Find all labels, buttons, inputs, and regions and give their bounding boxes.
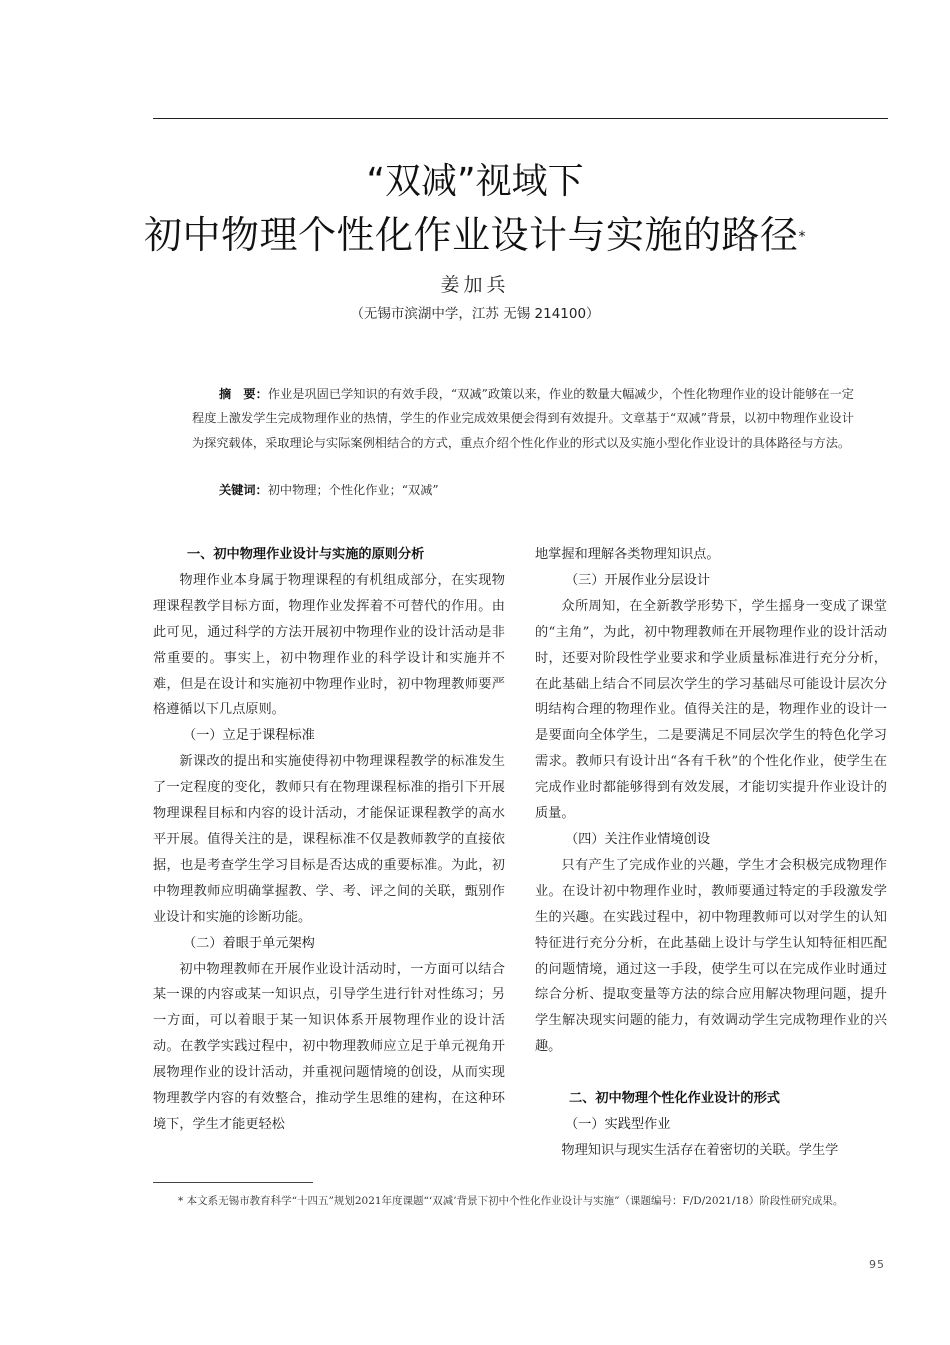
footnote-rule	[153, 1182, 313, 1183]
keywords-label: 关键词：	[219, 483, 268, 497]
subsection-1-1-paragraph: 新课改的提出和实施使得初中物理课程教学的标准发生了一定程度的变化，教师只有在物理课程标准的指引下开展物理课程目标和内容的设计活动，才能保证课程教学的高水平开展。值得关注的是，课程标准不仅是教师教学的直接依据，也是考查学生学习目标是否达成的重要标准。为此，初中物理教师应明确掌握教、学、考、评之间的关联，甄别作业设计和实施的诊断功能。	[153, 754, 505, 925]
subsection-1-4-paragraph: 只有产生了完成作业的兴趣，学生才会积极完成物理作业。在设计初中物理作业时，教师要通过特定的手段激发学生的兴趣。在实践过程中，初中物理教师可以对学生的认知特征进行充分分析，在此基础上设计与学生认知特征相匹配的问题情境，通过这一手段，使学生可以在完成作业时通过综合分析、提取变量等方法的综合应用解决物理问题，提升学生解决现实问题的能力，有效调动学生完成物理作业的兴趣。	[535, 857, 887, 1055]
subsection-2-1-paragraph: 物理知识与现实生活存在着密切的关联。学生学	[561, 1142, 839, 1158]
section-1-heading: 一、初中物理作业设计与实施的原则分析	[187, 547, 425, 562]
subsection-2-1-heading: （一）实践型作业	[565, 1117, 671, 1133]
left-column	[153, 542, 505, 1138]
keywords-text: 初中物理；个性化作业；“双减”	[267, 483, 439, 497]
section-1-paragraph: 物理作业本身属于物理课程的有机组成部分，在实现物理课程教学目标方面，物理作业发挥着不可替代的作用。由此可见，通过科学的方法开展初中物理作业的设计活动是非常重要的。事实上，初中物理作业的科学设计和实施并不难，但是在设计和实施初中物理作业时，初中物理教师要严格遵循以下几点原则。	[153, 572, 505, 718]
subsection-1-1-heading: （一）立足于课程标准	[183, 728, 315, 744]
subsection-1-4-heading: （四）关注作业情境创设	[565, 831, 711, 847]
page-number: 95	[869, 1258, 885, 1271]
abstract	[192, 382, 854, 455]
footnote-mark: *	[178, 1195, 184, 1207]
subsection-1-2-paragraph: 初中物理教师在开展作业设计活动时，一方面可以结合某一课的内容或某一知识点，引导学生进行针对性练习；另一方面，可以着眼于某一知识体系开展物理作业的设计活动。在教学实践过程中，初中物理教师应立足于单元视角开展物理作业的设计活动，并重视问题情境的创设，从而实现物理教学内容的有效整合，推动学生思维的建构，在这种环境下，学生才能更轻松	[153, 961, 505, 1132]
right-column	[535, 542, 887, 1164]
title-line-2-text: 初中物理个性化作业设计与实施的路径	[143, 213, 799, 257]
subsection-1-2-heading: （二）着眼于单元架构	[183, 935, 315, 951]
affiliation: （无锡市滨湖中学，江苏 无锡 214100）	[350, 306, 600, 322]
footnote	[153, 1192, 888, 1211]
section-2-heading: 二、初中物理个性化作业设计的形式	[569, 1091, 780, 1107]
abstract-text: 作业是巩固已学知识的有效手段，“双减”政策以来，作业的数量大幅减少，个性化物理作业的设计能够在一定程度上激发学生完成物理作业的热情，学生的作业完成效果便会得到有效提升。文章基于“双减”背景，以初中物理作业设计为探究载体，采取理论与实际案例相结合的方式，重点介绍个性化作业的形式以及实施小型化作业设计的具体路径与方法。	[192, 387, 854, 450]
subsection-1-3-heading: （三）开展作业分层设计	[565, 572, 711, 588]
author: 姜加兵	[440, 274, 510, 296]
title-footnote-mark: *	[798, 229, 806, 245]
title-line-2	[0, 212, 950, 258]
abstract-label: 摘 要：	[219, 387, 268, 401]
subsection-1-2-continuation: 地掌握和理解各类物理知识点。	[535, 547, 720, 562]
top-rule	[153, 118, 888, 119]
footnote-text: 本文系无锡市教育科学“十四五”规划2021年度课题“‘双减’背景下初中个性化作业设计与实施”（课题编号：F/D/2021/18）阶段性研究成果。	[186, 1195, 844, 1207]
title-line-1: “双减”视域下	[366, 161, 584, 202]
subsection-1-3-paragraph: 众所周知，在全新教学形势下，学生摇身一变成了课堂的“主角”，为此，初中物理教师在开展物理作业的设计活动时，还要对阶段性学业要求和学业质量标准进行充分分析，在此基础上结合不同层次学生的学习基础尽可能设计层次分明结构合理的物理作业。值得关注的是，物理作业的设计一是要面向全体学生，二是要满足不同层次学生的特色化学习需求。教师只有设计出“各有千秋”的个性化作业，使学生在完成作业时都能够得到有效发展，才能切实提升作业设计的质量。	[535, 598, 887, 822]
keywords	[219, 478, 439, 502]
